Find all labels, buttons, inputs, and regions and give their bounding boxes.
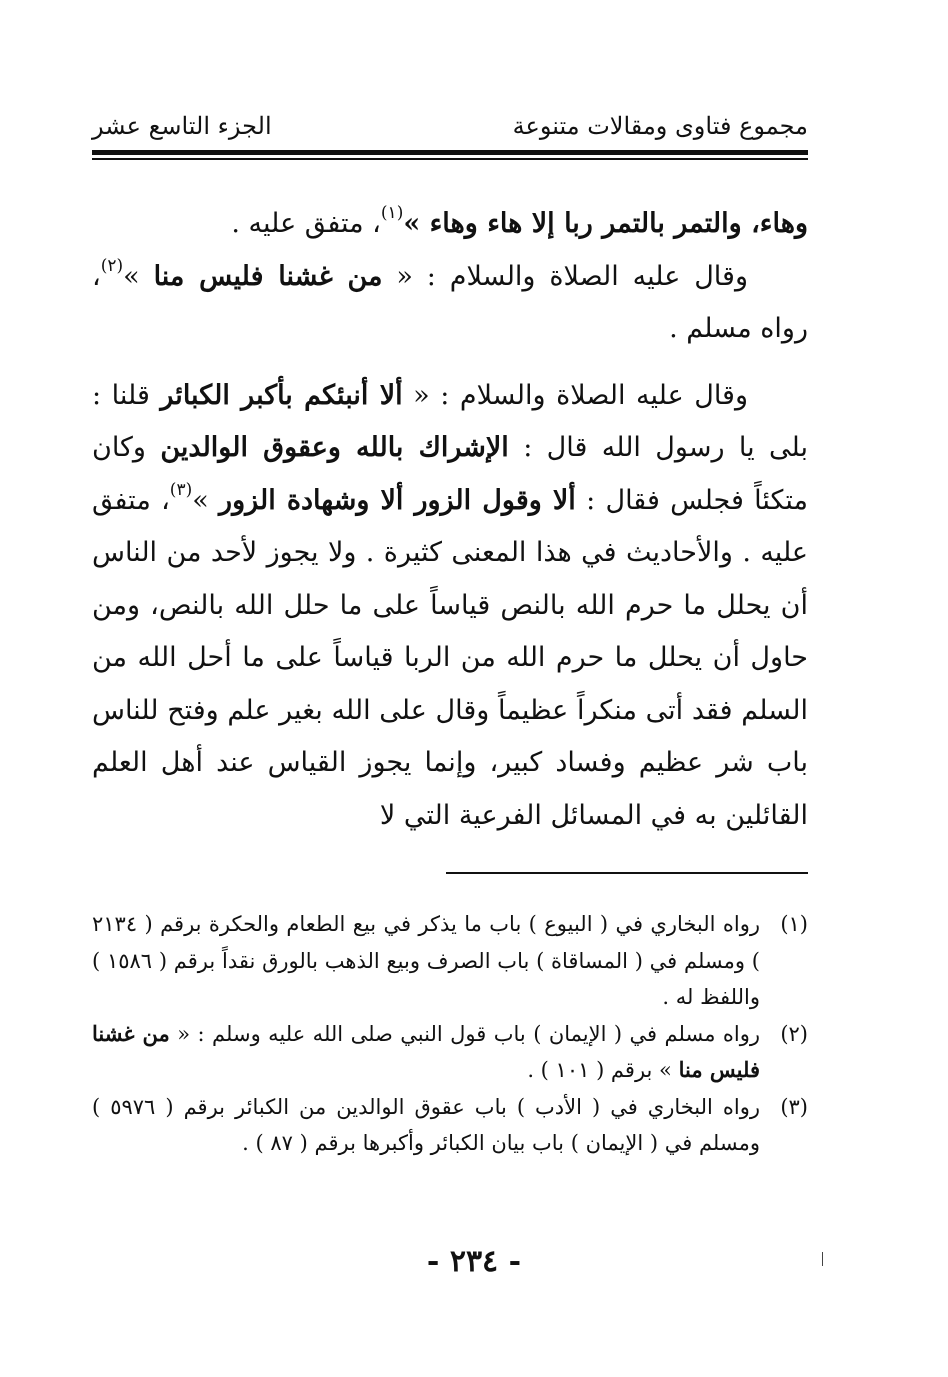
paragraph-text: وقال عليه الصلاة والسلام : « <box>396 260 748 292</box>
hadith-text: ألا وقول الزور ألا وشهادة الزور <box>219 484 576 516</box>
footnote-number: (١) <box>780 912 808 936</box>
paragraph-text: وقال عليه الصلاة والسلام : « <box>413 379 748 411</box>
running-header <box>92 112 808 146</box>
footnote-text: رواه البخاري في ( البيوع ) باب ما يذكر في بيع الطعام والحكرة برقم ( ٢١٣٤ ) ومسلم في ( المساقاة ) باب الصرف وبيع الذهب بالورق نقداً برقم ( ١٥٨٦ ) واللفظ له . <box>92 912 760 1009</box>
footnote-ref-2: (٢) <box>100 255 124 276</box>
paragraph-text: وكان متكئاً فجلس فقال : <box>92 432 809 516</box>
header-rule-thin <box>92 158 808 160</box>
footnote-ref-1: (١) <box>380 203 404 223</box>
footnote-text: » برقم ( ١٠١ ) . <box>527 1058 672 1082</box>
main-text <box>92 198 808 842</box>
paragraph-text: ، متفق عليه . والأحاديث في هذا المعنى كثيرة . ولا يجوز لأحد من الناس أن يحلل ما حرم الله بالنص قياساً على ما حلل الله بالنص، ومن حاول أن يحلل ما حرم الله من الربا قياساً على ما أحل الله من السلم فقد أتى منكراً عظيماً وقال على الله بغير علم وفتح للناس باب شر عظيم وفساد كبير، وإنما يجوز القياس عند أهل العلم القائلين به في المسائل الفرعية التي لا <box>92 484 808 831</box>
paragraph-1 <box>92 198 808 251</box>
footnote-text: رواه مسلم في ( الإيمان ) باب قول النبي صلى الله عليه وسلم : « <box>177 1021 761 1046</box>
hadith-text: ألا أنبئكم بأكبر الكبائر <box>160 379 403 411</box>
footnote-number: (٢) <box>780 1021 808 1046</box>
footnotes <box>92 906 808 1162</box>
paragraph-2 <box>92 251 808 356</box>
page-number: - ٢٣٤ - <box>426 1244 522 1279</box>
footnote-3 <box>92 1089 808 1162</box>
volume-label: الجزء التاسع عشر <box>92 112 272 140</box>
hadith-text: الإشراك بالله وعقوق الوالدين <box>160 432 509 463</box>
book-title: مجموع فتاوى ومقالات متنوعة <box>512 112 808 140</box>
margin-mark <box>822 1252 823 1266</box>
footnote-text: رواه البخاري في ( الأدب ) باب عقوق الوالدين من الكبائر برقم ( ٥٩٧٦ ) ومسلم في ( الإيمان ) باب بيان الكبائر وأكبرها برقم ( ٨٧ ) . <box>92 1094 760 1155</box>
paragraph-3 <box>92 370 808 843</box>
quote-close: » <box>123 260 140 292</box>
hadith-text: من غشنا فليس منا <box>153 260 383 292</box>
paragraph-text: ، رواه مسلم . <box>92 260 808 344</box>
paragraph-text: قلنا : بلى يا رسول الله قال : <box>92 379 808 463</box>
hadith-text: وهاء، والتمر بالتمر ربا إلا هاء وهاء » <box>403 208 808 239</box>
footnote-1 <box>92 906 808 1016</box>
paragraph-text: ، متفق عليه . <box>231 208 381 239</box>
footnote-number: (٣) <box>780 1094 808 1119</box>
footnote-2 <box>92 1016 808 1089</box>
footnote-separator <box>446 872 808 874</box>
header-rule-thick <box>92 150 808 155</box>
footnote-hadith: من غشنا فليس منا <box>92 1020 760 1082</box>
footnote-ref-3: (٣) <box>169 479 193 500</box>
quote-close: » <box>192 484 209 516</box>
